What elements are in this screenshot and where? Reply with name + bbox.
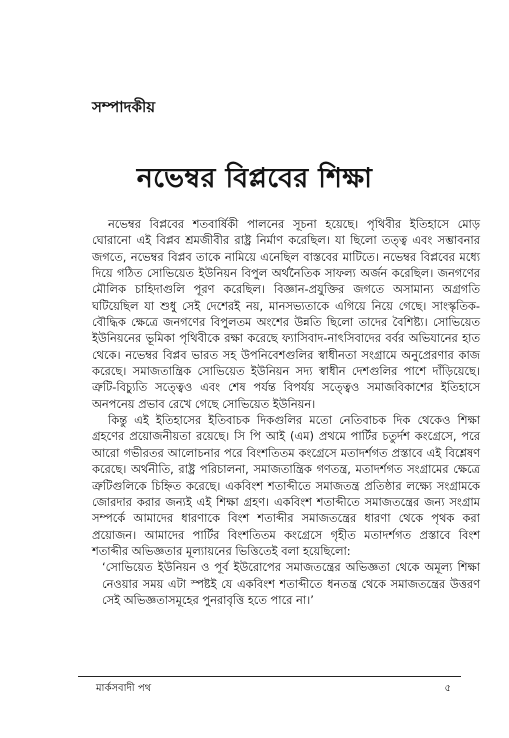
page-number: ৫ xyxy=(444,683,451,694)
block-quote: ‘সোভিয়েত ইউনিয়ন ও পূর্ব ইউরোপের সমাজতন্ত্রের অভিজ্ঞতা থেকে অমূল্য শিক্ষা নেওয়ার সময় এটা স্পষ্টই যে একবিংশ শতাব্দীতে ধনতন্ত্র থেকে সমাজতন্ত্রের উত্তরণ সেই অভিজ্ঞতাসমূহের পুনরাবৃত্তি হতে পারে না।’ xyxy=(102,560,480,607)
paragraph: নভেম্বর বিপ্লবের শতবার্ষিকী পালনের সূচনা হয়েছে। পৃথিবীর ইতিহাসে মোড় ঘোরানো এই বিপ্লব শ্রমজীবীর রাষ্ট্র নির্মাণ করেছিল। যা ছিলো তত্ত্ব এবং সম্ভাবনার জগতে, নভেম্বর বিপ্লব তাকে নামিয়ে এনেছিল বাস্তবের মাটিতে। নভেম্বর বিপ্লবের মধ্যে দিয়ে গঠিত সোভিয়েত ইউনিয়ন বিপুল অর্থনৈতিক সাফল্য অর্জন করেছিল। জনগণের মৌলিক চাহিদাগুলি পূরণ করেছিল। বিজ্ঞান-প্রযুক্তির জগতে অসামান্য অগ্রগতি ঘটিয়েছিল যা শুধু সেই দেশেরই নয়, মানসভ্যতাকে এগিয়ে নিয়ে গেছে। সাংস্কৃতিক-বৌদ্ধিক ক্ষেত্রে জনগণের বিপুলতম অংশের উন্নতি ছিলো তাদের বৈশিষ্ট্য। সোভিয়েত ইউনিয়নের ভূমিকা পৃথিবীকে রক্ষা করেছে ফ্যাসিবাদ-নাৎসিবাদের বর্বর অভিযানের হাত থেকে। নভেম্বর বিপ্লব ভারত সহ উপনিবেশগুলির স্বাধীনতা সংগ্রামে অনুপ্রেরণার কাজ করেছে। সমাজতান্ত্রিক সোভিয়েত ইউনিয়ন সদ্য স্বাধীন দেশগুলির পাশে দাঁড়িয়েছে। ত্রুটি-বিচ্যুতি সত্ত্বেও এবং শেষ পর্যন্ত বিপর্যয় সত্ত্বেও সমাজবিকাশের ইতিহাসে অনপনেয় প্রভাব রেখে গেছে সোভিয়েত ইউনিয়ন। xyxy=(92,217,480,411)
article-body xyxy=(92,216,480,608)
footer-publication: মার্কসবাদী পথ xyxy=(96,683,152,694)
article-title: নভেম্বর বিপ্লবের শিক্ষা xyxy=(136,163,373,194)
paragraph: কিন্তু এই ইতিহাসের ইতিবাচক দিকগুলির মতো নেতিবাচক দিক থেকেও শিক্ষা গ্রহণের প্রয়োজনীয়তা রয়েছে। সি পি আই (এম) প্রথমে পার্টির চতুর্দশ কংগ্রেসে, পরে আরো গভীরতর আলোচনার পরে বিংশতিতম কংগ্রেসে মতাদর্শগত প্রস্তাবে এই বিশ্লেষণ করেছে। অর্থনীতি, রাষ্ট্র পরিচালনা, সমাজতান্ত্রিক গণতন্ত্র, মতাদর্শগত সংগ্রামের ক্ষেত্রে ত্রুটিগুলিকে চিহ্নিত করেছে। একবিংশ শতাব্দীতে সমাজতন্ত্র প্রতিষ্ঠার লক্ষ্যে সংগ্রামকে জোরদার করার জন্যই এই শিক্ষা গ্রহণ। একবিংশ শতাব্দীতে সমাজতন্ত্রের জন্য সংগ্রাম সম্পর্কে আমাদের ধারণাকে বিংশ শতাব্দীর সমাজতন্ত্রের ধারণা থেকে পৃথক করা প্রয়োজন। আমাদের পার্টির বিংশতিতম কংগ্রেসে গৃহীত মতাদর্শগত প্রস্তাবে বিংশ শতাব্দীর অভিজ্ঞতার মূল্যায়নের ভিত্তিতেই বলা হয়েছিলো: xyxy=(92,413,480,558)
section-label: সম্পাদকীয় xyxy=(92,98,156,116)
footer-divider xyxy=(78,676,461,677)
